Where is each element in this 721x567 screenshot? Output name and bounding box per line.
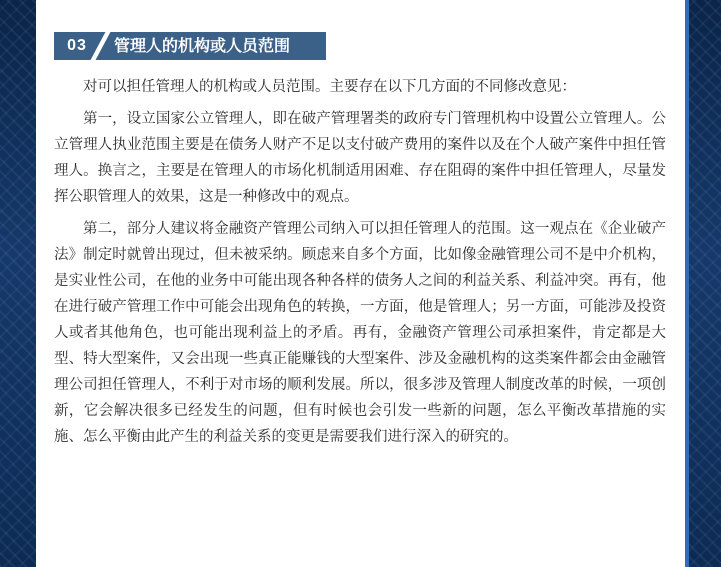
section-title: 管理人的机构或人员范围 <box>114 36 291 55</box>
left-decorative-frame <box>0 0 36 567</box>
paragraph-intro: 对可以担任管理人的机构或人员范围。主要存在以下几方面的不同修改意见： <box>83 79 576 95</box>
right-decorative-frame <box>685 0 721 567</box>
article-body <box>54 74 666 456</box>
section-number: 03 <box>67 37 87 54</box>
article-panel <box>36 0 685 567</box>
paragraph-second: 第二，部分人建议将金融资产管理公司纳入可以担任管理人的范围。这一观点在《企业破产法》制定时就曾出现过，但未被采纳。顾虑来自多个方面，比如像金融管理公司不是中介机构，是实业性公司，在他的业务中可能出现各种各样的债务人之间的利益关系、利益冲突。再有，他在进行破产管理工作中可能会出现角色的转换，一方面，他是管理人；另一方面，可能涉及投资人或者其他角色，也可能出现利益上的矛盾。再有，金融资产管理公司承担案件，肯定都是大型、特大型案件，又会出现一些真正能赚钱的大型案件、涉及金融机构的这类案件都会由金融管理公司担任管理人，不利于对市场的顺利发展。所以，很多涉及管理人制度改革的时候，一项创新，它会解决很多已经发生的问题，但有时候也会引发一些新的问题，怎么平衡改革措施的实施、怎么平衡由此产生的利益关系的变更是需要我们进行深入的研究的。 <box>54 221 666 445</box>
paragraph-first: 第一，设立国家公立管理人，即在破产管理署类的政府专门管理机构中设置公立管理人。公立管理人执业范围主要是在债务人财产不足以支付破产费用的案件以及在个人破产案件中担任管理人。换言之，主要是在管理人的市场化机制适用困难、存在阻碍的案件中担任管理人，尽量发挥公职管理人的效果，这是一种修改中的观点。 <box>54 111 666 205</box>
section-header <box>54 32 326 60</box>
